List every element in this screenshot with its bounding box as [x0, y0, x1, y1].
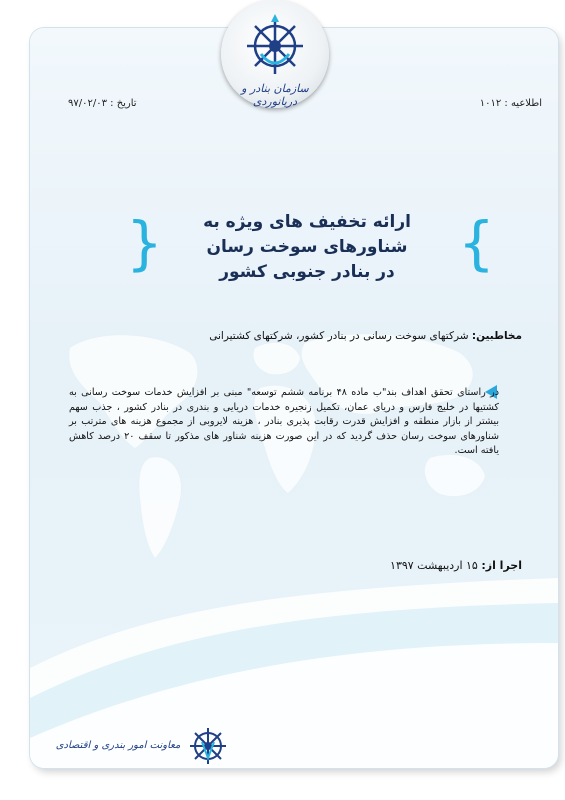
notice-sheet: [30, 28, 558, 768]
title-line-1: ارائه تخفیف های ویژه به: [203, 212, 411, 232]
execution-date: [390, 559, 522, 572]
organization-name: سازمان بنادر و دریانوردی: [241, 82, 309, 108]
addressee-line: [82, 330, 522, 342]
execution-label: اجرا از:: [481, 559, 522, 572]
title-line-2: شناورهای سوخت رسان: [206, 237, 408, 257]
addressee-label: مخاطبین:: [471, 330, 522, 342]
ship-wheel-icon: [190, 728, 226, 764]
notice-title: [150, 210, 464, 285]
notice-number: اطلاعیه : ۱۰۱۲: [479, 98, 542, 109]
date-label: تاریخ : ۹۷/۰۲/۰۳: [68, 98, 137, 109]
addressee-value: شرکتهای سوخت رسانی در بنادر کشور، شرکتهای کشتیرانی: [209, 330, 469, 342]
title-line-3: در بنادر جنوبی کشور: [219, 262, 395, 282]
execution-value: ۱۵ اردیبهشت ۱۳۹۷: [390, 559, 478, 572]
organization-emblem: [221, 0, 329, 108]
notice-body: در راستای تحقق اهداف بند"ب ماده ۴۸ برنامه ششم توسعه" مبنی بر افزایش خدمات سوخت رسانی به کشتیها در خلیج فارس و دریای عمان، تکمیل زنجیره خدمات دریایی و بندری در بنادر کشور ، جذب سهم بیشتر از بازار منطقه و افزایش قدرت رقابت پذیری بنادر ، هزینه لایروبی از مجموع هزینه های مترتب بر شناورهای سوخت رسان حذف گردید که در این صورت هزینه شناور های مذکور تا سقف ۲۰ درصد کاهش یافته است.: [69, 387, 499, 456]
left-brace-icon: }: [126, 209, 163, 277]
right-brace-icon: {: [458, 209, 495, 277]
department-name: معاونت امور بندری و اقتصادی: [55, 740, 181, 751]
